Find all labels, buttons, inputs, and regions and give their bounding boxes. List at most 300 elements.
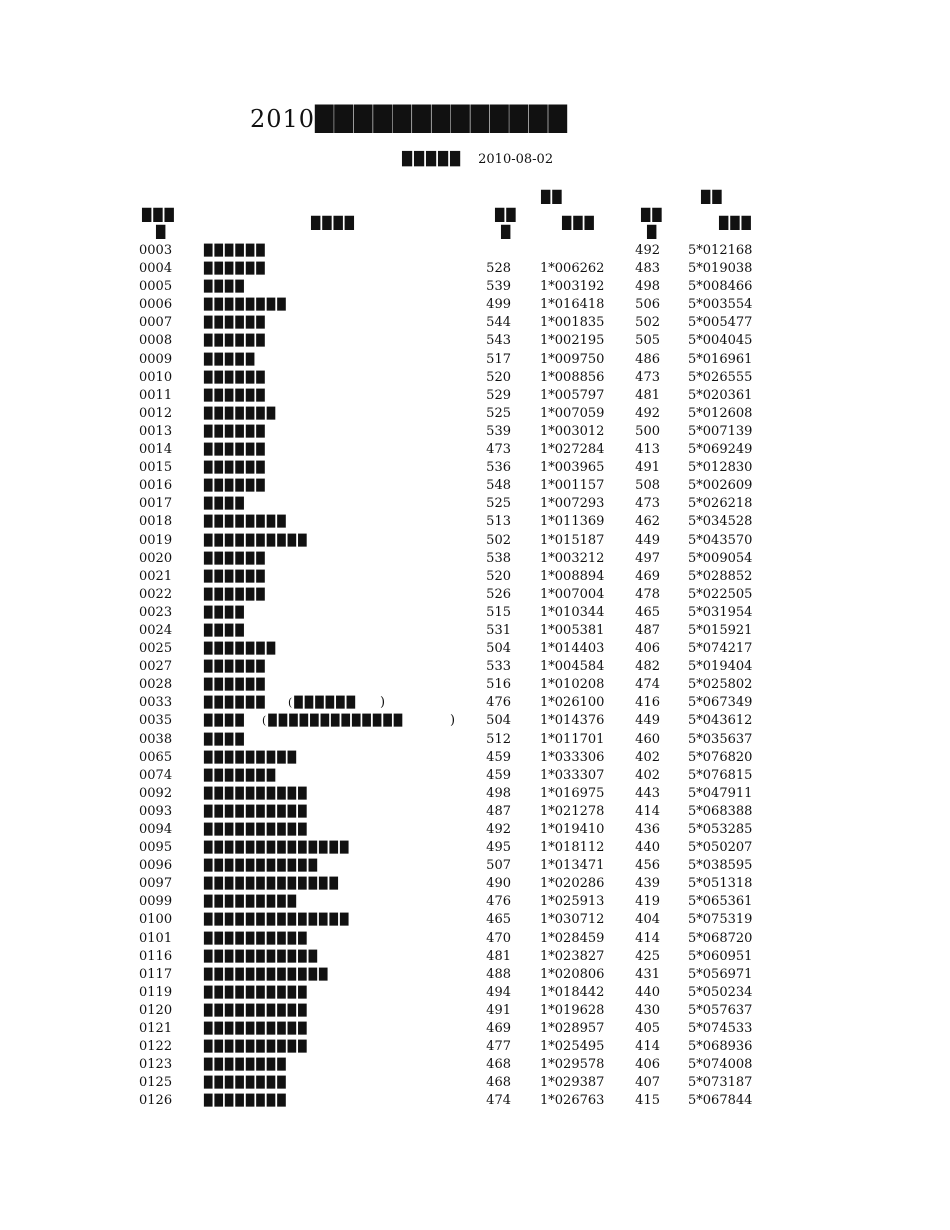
code-header-line2: █	[156, 225, 168, 239]
row-count-2: 5*009054	[688, 550, 753, 566]
row-code: 0003	[139, 243, 173, 258]
row-rank-2: 456	[635, 858, 660, 874]
row-rank-2: 460	[635, 731, 660, 747]
row-name: ██████	[204, 443, 267, 457]
row-count-2: 5*067349	[688, 695, 753, 711]
row-rank-2: 415	[635, 1093, 660, 1109]
row-code: 0013	[139, 423, 173, 439]
row-rank-1: 529	[486, 387, 511, 403]
row-count-1: 1*020286	[540, 876, 605, 892]
row-rank-1: 520	[486, 369, 511, 385]
row-count-2: 5*069249	[688, 442, 753, 458]
table-row	[0, 731, 950, 749]
row-rank-2: 449	[635, 532, 660, 548]
row-name: ██████	[204, 244, 267, 257]
row-count-2: 5*034528	[688, 514, 753, 530]
row-count-2: 5*019404	[688, 659, 753, 675]
row-count-2: 5*004045	[688, 333, 753, 349]
table-row	[0, 966, 950, 984]
row-rank-2: 473	[635, 369, 660, 385]
row-rank-1: 525	[486, 405, 511, 421]
row-name: █████████████	[204, 877, 340, 891]
row-rank-1: 465	[486, 912, 511, 928]
row-rank-1: 487	[486, 803, 511, 819]
count1-header: ███	[562, 216, 596, 230]
row-name: █████████	[204, 750, 299, 764]
row-rank-1: 502	[486, 532, 511, 548]
row-count-2: 5*068388	[688, 803, 753, 819]
row-count-2: 5*065361	[688, 894, 753, 910]
row-name: ████	[204, 732, 246, 746]
row-code: 0028	[139, 677, 173, 693]
row-code: 0074	[139, 767, 173, 783]
row-code: 0126	[139, 1093, 173, 1109]
row-rank-1: 544	[486, 315, 511, 331]
row-code: 0101	[139, 930, 173, 946]
table-row	[0, 260, 950, 278]
row-code: 0004	[139, 261, 173, 277]
row-rank-1: 525	[486, 496, 511, 512]
row-count-1: 1*011701	[540, 731, 605, 747]
row-name: ████	[204, 623, 246, 637]
row-note-end: )	[380, 695, 386, 711]
row-rank-2: 436	[635, 822, 660, 837]
row-count-1: 1*021278	[540, 803, 605, 819]
row-count-1: 1*013471	[540, 858, 605, 874]
table-row	[0, 930, 950, 948]
row-count-2: 5*012608	[688, 405, 753, 421]
table-row	[0, 1002, 950, 1020]
row-rank-1: 476	[486, 894, 511, 910]
row-code: 0099	[139, 894, 173, 910]
table-row	[0, 1092, 950, 1110]
row-rank-2: 473	[635, 496, 660, 512]
row-count-1: 1*028459	[540, 930, 605, 946]
row-name: ██████	[204, 316, 267, 330]
row-count-2: 5*025802	[688, 677, 753, 693]
row-rank-1: 517	[486, 351, 511, 367]
row-count-2: 5*043570	[688, 532, 753, 548]
row-count-1: 1*028957	[540, 1021, 605, 1037]
row-code: 0092	[139, 785, 173, 801]
row-rank-1: 539	[486, 279, 511, 295]
row-count-2: 5*056971	[688, 966, 753, 982]
row-code: 0033	[139, 695, 173, 711]
date-value: 2010-08-02	[478, 152, 554, 167]
row-count-1: 1*004584	[540, 659, 605, 675]
row-count-1: 1*015187	[540, 532, 605, 548]
row-code: 0024	[139, 622, 173, 638]
row-count-2: 5*019038	[688, 261, 753, 277]
count2-header: ███	[719, 216, 753, 230]
row-count-2: 5*067844	[688, 1093, 753, 1109]
row-count-1: 1*007004	[540, 586, 605, 602]
row-code: 0023	[139, 604, 173, 620]
row-name: ██████	[204, 551, 267, 565]
row-code: 0015	[139, 460, 173, 476]
row-count-1: 1*025495	[540, 1039, 605, 1055]
date-row	[402, 152, 553, 167]
row-count-1: 1*030712	[540, 912, 605, 928]
row-code: 0016	[139, 478, 173, 494]
row-count-2: 5*026555	[688, 369, 753, 385]
row-name: ██████	[204, 370, 267, 384]
table-row	[0, 423, 950, 441]
row-name: ████████████	[204, 967, 330, 981]
row-count-2: 5*012830	[688, 460, 753, 476]
row-name: ███████	[204, 642, 278, 656]
row-code: 0019	[139, 532, 173, 548]
row-code: 0012	[139, 405, 173, 421]
row-note: (█████████████	[262, 714, 405, 728]
row-rank-1: 481	[486, 948, 511, 964]
row-code: 0007	[139, 315, 173, 331]
row-count-1: 1*011369	[540, 514, 605, 530]
row-count-1: 1*006262	[540, 261, 605, 277]
row-rank-2: 419	[635, 894, 660, 910]
page-title: 2010█████████████	[250, 105, 569, 133]
row-rank-1: 536	[486, 460, 511, 476]
table-row	[0, 1074, 950, 1092]
row-rank-1: 473	[486, 442, 511, 458]
row-code: 0119	[139, 984, 173, 1000]
row-code: 0120	[139, 1002, 173, 1018]
row-code: 0038	[139, 731, 173, 747]
row-name: █████	[204, 352, 257, 366]
row-code: 0009	[139, 351, 173, 367]
row-code: 0095	[139, 840, 173, 856]
row-count-2: 5*074217	[688, 641, 753, 657]
row-count-1: 1*014376	[540, 713, 605, 729]
row-count-1: 1*029387	[540, 1075, 605, 1091]
row-rank-1: 459	[486, 749, 511, 765]
row-count-1: 1*008856	[540, 369, 605, 385]
row-count-1: 1*026763	[540, 1093, 605, 1109]
row-count-1: 1*018442	[540, 984, 605, 1000]
rank1-header: ██	[495, 208, 518, 222]
row-name: ██████████	[204, 1040, 309, 1054]
table-row	[0, 550, 950, 568]
table-row	[0, 712, 950, 730]
name-header: ████	[311, 216, 356, 230]
row-rank-2: 431	[635, 966, 660, 982]
row-rank-2: 413	[635, 442, 660, 458]
row-count-1: 1*010344	[540, 604, 605, 620]
row-name: ██████	[204, 388, 267, 402]
row-count-1: 1*001157	[540, 478, 605, 494]
row-count-2: 5*060951	[688, 948, 753, 964]
table-row	[0, 785, 950, 803]
table-row	[0, 658, 950, 676]
row-rank-1: 531	[486, 622, 511, 638]
row-code: 0125	[139, 1075, 173, 1091]
row-code: 0018	[139, 514, 173, 530]
table-row	[0, 893, 950, 911]
row-rank-1: 468	[486, 1075, 511, 1091]
table-row	[0, 314, 950, 332]
row-rank-1: 526	[486, 586, 511, 602]
table-row	[0, 405, 950, 423]
table-row	[0, 477, 950, 495]
row-name: ███████	[204, 768, 278, 782]
row-rank-2: 405	[635, 1021, 660, 1037]
code-header: ███	[142, 208, 176, 222]
row-count-2: 5*057637	[688, 1002, 753, 1018]
row-count-2: 5*022505	[688, 586, 753, 602]
row-count-2: 5*068936	[688, 1039, 753, 1055]
row-code: 0117	[139, 966, 173, 982]
row-rank-2: 402	[635, 749, 660, 765]
row-count-2: 5*008466	[688, 279, 753, 295]
row-code: 0022	[139, 586, 173, 602]
row-name: ██████	[204, 334, 267, 348]
row-count-2: 5*050207	[688, 840, 753, 856]
table-row	[0, 532, 950, 550]
row-count-1: 1*014403	[540, 641, 605, 657]
row-count-1: 1*033307	[540, 767, 605, 783]
row-code: 0021	[139, 568, 173, 584]
row-name: ██████████	[204, 823, 309, 836]
table-row	[0, 911, 950, 929]
row-name: ██████████	[204, 533, 309, 547]
row-rank-1: 513	[486, 514, 511, 530]
row-rank-1: 539	[486, 423, 511, 439]
table-row	[0, 676, 950, 694]
table-row	[0, 495, 950, 513]
row-count-1: 1*019410	[540, 822, 605, 837]
row-rank-2: 404	[635, 912, 660, 928]
row-code: 0100	[139, 912, 173, 928]
row-code: 0006	[139, 297, 173, 313]
row-code: 0097	[139, 876, 173, 892]
row-count-2: 5*035637	[688, 731, 753, 747]
row-rank-1: 516	[486, 677, 511, 693]
row-name: ██████████	[204, 1003, 309, 1017]
row-rank-1: 528	[486, 261, 511, 277]
row-count-1: 1*018112	[540, 840, 605, 856]
row-rank-1: 492	[486, 822, 511, 837]
row-rank-1: 533	[486, 659, 511, 675]
row-rank-2: 487	[635, 622, 660, 638]
row-rank-1: 520	[486, 568, 511, 584]
row-name: ████	[204, 497, 246, 511]
row-rank-1: 498	[486, 785, 511, 801]
row-rank-2: 482	[635, 659, 660, 675]
table-row	[0, 749, 950, 767]
row-name: ███████████	[204, 859, 320, 873]
row-count-2: 5*005477	[688, 315, 753, 331]
row-name: ████████	[204, 298, 288, 312]
row-name: ██████	[204, 262, 267, 276]
row-count-1: 1*016418	[540, 297, 605, 313]
row-code: 0011	[139, 387, 173, 403]
row-count-1: 1*026100	[540, 695, 605, 711]
row-rank-2: 402	[635, 767, 660, 783]
row-rank-2: 469	[635, 568, 660, 584]
row-rank-1: 490	[486, 876, 511, 892]
row-rank-2: 481	[635, 387, 660, 403]
row-name: ████	[204, 714, 246, 728]
row-code: 0008	[139, 333, 173, 349]
row-rank-1: 512	[486, 731, 511, 747]
row-name: ██████	[204, 587, 267, 601]
row-count-1: 1*010208	[540, 677, 605, 693]
table-row	[0, 640, 950, 658]
table-row	[0, 586, 950, 604]
row-name: ████████	[204, 1094, 288, 1108]
row-count-1: 1*003212	[540, 550, 605, 566]
row-rank-2: 465	[635, 604, 660, 620]
row-count-1: 1*003192	[540, 279, 605, 295]
row-rank-2: 416	[635, 695, 660, 711]
row-code: 0020	[139, 550, 173, 566]
row-count-2: 5*015921	[688, 622, 753, 638]
row-count-1: 1*002195	[540, 333, 605, 349]
table-row	[0, 296, 950, 314]
row-rank-2: 462	[635, 514, 660, 530]
row-rank-1: 494	[486, 984, 511, 1000]
row-rank-2: 506	[635, 297, 660, 313]
table-row	[0, 568, 950, 586]
row-rank-2: 492	[635, 243, 660, 258]
row-code: 0010	[139, 369, 173, 385]
row-name: ██████	[204, 424, 267, 438]
row-count-1: 1*009750	[540, 351, 605, 367]
table-row	[0, 513, 950, 531]
table-row	[0, 803, 950, 821]
row-name: ██████████	[204, 985, 309, 999]
row-note: (██████	[288, 696, 358, 710]
row-count-1: 1*016975	[540, 785, 605, 801]
row-count-2: 5*073187	[688, 1075, 753, 1091]
row-count-2: 5*016961	[688, 351, 753, 367]
row-rank-1: 468	[486, 1057, 511, 1073]
row-name: ███████████	[204, 949, 320, 963]
row-name: █████████	[204, 895, 299, 909]
row-count-1: 1*025913	[540, 894, 605, 910]
row-rank-1: 470	[486, 930, 511, 946]
row-rank-1: 488	[486, 966, 511, 982]
row-rank-2: 440	[635, 840, 660, 856]
table-row	[0, 242, 950, 260]
row-name: ██████	[204, 479, 267, 493]
row-name: ██████████	[204, 804, 309, 818]
row-count-1: 1*005381	[540, 622, 605, 638]
row-count-1: 1*020806	[540, 966, 605, 982]
row-rank-1: 476	[486, 695, 511, 711]
row-rank-2: 414	[635, 1039, 660, 1055]
column-group-header-2: ██	[701, 190, 724, 204]
row-rank-1: 504	[486, 641, 511, 657]
row-rank-2: 492	[635, 405, 660, 421]
table-row	[0, 767, 950, 785]
row-rank-1: 507	[486, 858, 511, 874]
table-row	[0, 875, 950, 893]
table-row	[0, 622, 950, 640]
row-count-1: 1*029578	[540, 1057, 605, 1073]
row-count-1: 1*008894	[540, 568, 605, 584]
row-code: 0014	[139, 442, 173, 458]
row-name: ██████	[204, 678, 267, 692]
row-count-2: 5*020361	[688, 387, 753, 403]
row-rank-2: 486	[635, 351, 660, 367]
row-rank-2: 439	[635, 876, 660, 892]
row-note-end: )	[450, 713, 456, 729]
table-row	[0, 459, 950, 477]
row-rank-2: 430	[635, 1002, 660, 1018]
row-count-2: 5*068720	[688, 930, 753, 946]
row-count-1: 1*003012	[540, 423, 605, 439]
row-code: 0116	[139, 948, 173, 964]
table-row	[0, 857, 950, 875]
row-count-1: 1*023827	[540, 948, 605, 964]
row-count-2: 5*028852	[688, 568, 753, 584]
row-count-2: 5*043612	[688, 713, 753, 729]
row-rank-2: 505	[635, 333, 660, 349]
row-name: ██████████████	[204, 913, 351, 927]
row-name: ████████	[204, 1058, 288, 1072]
row-count-1: 1*007293	[540, 496, 605, 512]
row-rank-2: 500	[635, 423, 660, 439]
row-count-2: 5*038595	[688, 858, 753, 874]
row-count-2: 5*047911	[688, 785, 753, 801]
row-code: 0122	[139, 1039, 173, 1055]
row-count-2: 5*075319	[688, 912, 753, 928]
table-row	[0, 1056, 950, 1074]
table-row	[0, 694, 950, 712]
row-rank-2: 502	[635, 315, 660, 331]
row-count-2: 5*003554	[688, 297, 753, 313]
row-name: ██████████	[204, 786, 309, 800]
table-row	[0, 332, 950, 350]
table-row	[0, 351, 950, 369]
row-rank-2: 449	[635, 713, 660, 729]
row-count-1: 1*007059	[540, 405, 605, 421]
row-rank-2: 443	[635, 785, 660, 801]
row-code: 0025	[139, 641, 173, 657]
row-rank-1: 495	[486, 840, 511, 856]
table-row	[0, 948, 950, 966]
table-row	[0, 369, 950, 387]
row-count-2: 5*026218	[688, 496, 753, 512]
rank2-header-line2: █	[647, 225, 659, 239]
rank1-header-line2: █	[501, 225, 513, 239]
row-name: ████████	[204, 515, 288, 529]
row-count-2: 5*007139	[688, 423, 753, 439]
row-rank-1: 469	[486, 1021, 511, 1037]
row-count-2: 5*002609	[688, 478, 753, 494]
row-rank-1: 474	[486, 1093, 511, 1109]
row-name: ██████████████	[204, 841, 351, 855]
row-count-1: 1*019628	[540, 1002, 605, 1018]
row-name: ████████	[204, 1076, 288, 1090]
row-code: 0017	[139, 496, 173, 512]
row-rank-1: 491	[486, 1002, 511, 1018]
row-count-1: 1*027284	[540, 442, 605, 458]
row-count-2: 5*074008	[688, 1057, 753, 1073]
table-row	[0, 278, 950, 296]
row-code: 0096	[139, 858, 173, 874]
row-rank-1: 548	[486, 478, 511, 494]
row-count-1: 1*001835	[540, 315, 605, 331]
score-table	[0, 242, 950, 1111]
row-rank-1: 515	[486, 604, 511, 620]
row-code: 0065	[139, 749, 173, 765]
row-rank-2: 508	[635, 478, 660, 494]
table-row	[0, 1020, 950, 1038]
row-rank-1: 459	[486, 767, 511, 783]
row-name: ███████	[204, 406, 278, 420]
